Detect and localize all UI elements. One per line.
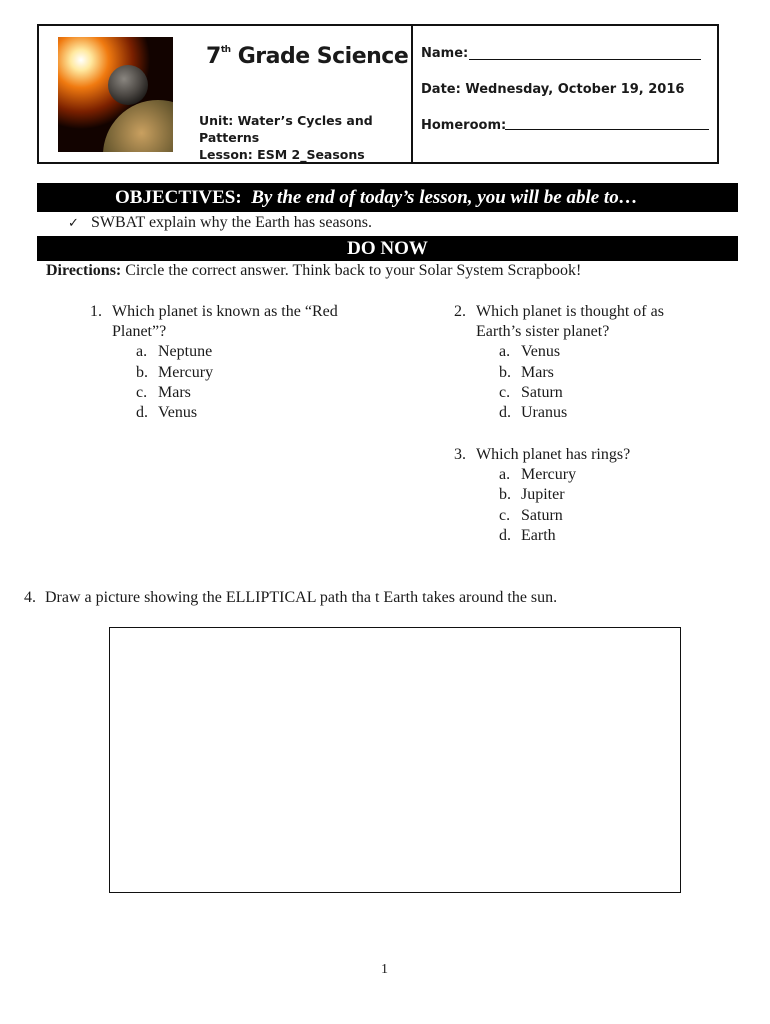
date-line: Date: Wednesday, October 19, 2016 bbox=[421, 82, 685, 97]
check-icon: ✓ bbox=[68, 216, 79, 231]
question-number: 2. bbox=[454, 303, 466, 320]
homeroom-label: Homeroom: bbox=[421, 118, 507, 133]
do-now-bar: DO NOW bbox=[37, 236, 738, 261]
answer-option[interactable]: Saturn bbox=[521, 384, 563, 401]
answer-option[interactable]: Uranus bbox=[521, 404, 568, 421]
option-letter: d. bbox=[136, 404, 148, 421]
answer-option[interactable]: Mars bbox=[158, 384, 191, 401]
directions: Directions: Circle the correct answer. Think back to your Solar System Scrapbook! bbox=[46, 262, 582, 279]
option-letter: c. bbox=[499, 384, 511, 401]
question-text: Earth’s sister planet? bbox=[476, 323, 610, 340]
option-letter: a. bbox=[499, 466, 511, 483]
unit-line-1: Unit: Water’s Cycles and bbox=[199, 113, 373, 128]
name-field-line[interactable] bbox=[469, 59, 701, 60]
drawing-box[interactable] bbox=[109, 627, 681, 893]
page-title: 7th Grade Science bbox=[206, 44, 409, 69]
option-letter: a. bbox=[499, 343, 511, 360]
question-number: 3. bbox=[454, 446, 466, 463]
answer-option[interactable]: Neptune bbox=[158, 343, 213, 360]
question-text: Which planet has rings? bbox=[476, 446, 631, 463]
question-text: Planet”? bbox=[112, 323, 167, 340]
option-letter: b. bbox=[499, 364, 511, 381]
unit-lesson-info bbox=[199, 112, 399, 163]
answer-option[interactable]: Mercury bbox=[521, 466, 577, 483]
question-text: Which planet is thought of as bbox=[476, 303, 664, 320]
option-letter: b. bbox=[499, 486, 511, 503]
option-letter: c. bbox=[136, 384, 148, 401]
lesson-line: Lesson: ESM 2_Seasons bbox=[199, 147, 365, 162]
option-letter: d. bbox=[499, 527, 511, 544]
solar-system-image bbox=[58, 37, 173, 152]
answer-option[interactable]: Venus bbox=[521, 343, 561, 360]
answer-option[interactable]: Jupiter bbox=[521, 486, 565, 503]
option-letter: a. bbox=[136, 343, 148, 360]
unit-line-2: Patterns bbox=[199, 130, 260, 145]
answer-option[interactable]: Mars bbox=[521, 364, 554, 381]
option-letter: c. bbox=[499, 507, 511, 524]
header-divider bbox=[411, 24, 413, 164]
answer-option[interactable]: Earth bbox=[521, 527, 556, 544]
homeroom-field-line[interactable] bbox=[505, 129, 709, 130]
question-number: 1. bbox=[90, 303, 102, 320]
answer-option[interactable]: Mercury bbox=[158, 364, 214, 381]
objective-item: SWBAT explain why the Earth has seasons. bbox=[91, 214, 372, 231]
question-number: 4. bbox=[24, 589, 36, 606]
name-label: Name: bbox=[421, 46, 469, 61]
question-text: Draw a picture showing the ELLIPTICAL path tha t Earth takes around the sun. bbox=[45, 589, 558, 606]
answer-option[interactable]: Venus bbox=[158, 404, 198, 421]
question-text: Which planet is known as the “Red bbox=[112, 303, 338, 320]
answer-option[interactable]: Saturn bbox=[521, 507, 563, 524]
page-number: 1 bbox=[381, 962, 388, 977]
option-letter: b. bbox=[136, 364, 148, 381]
option-letter: d. bbox=[499, 404, 511, 421]
objectives-bar: OBJECTIVES: By the end of today’s lesson, you will be able to… bbox=[37, 183, 738, 212]
